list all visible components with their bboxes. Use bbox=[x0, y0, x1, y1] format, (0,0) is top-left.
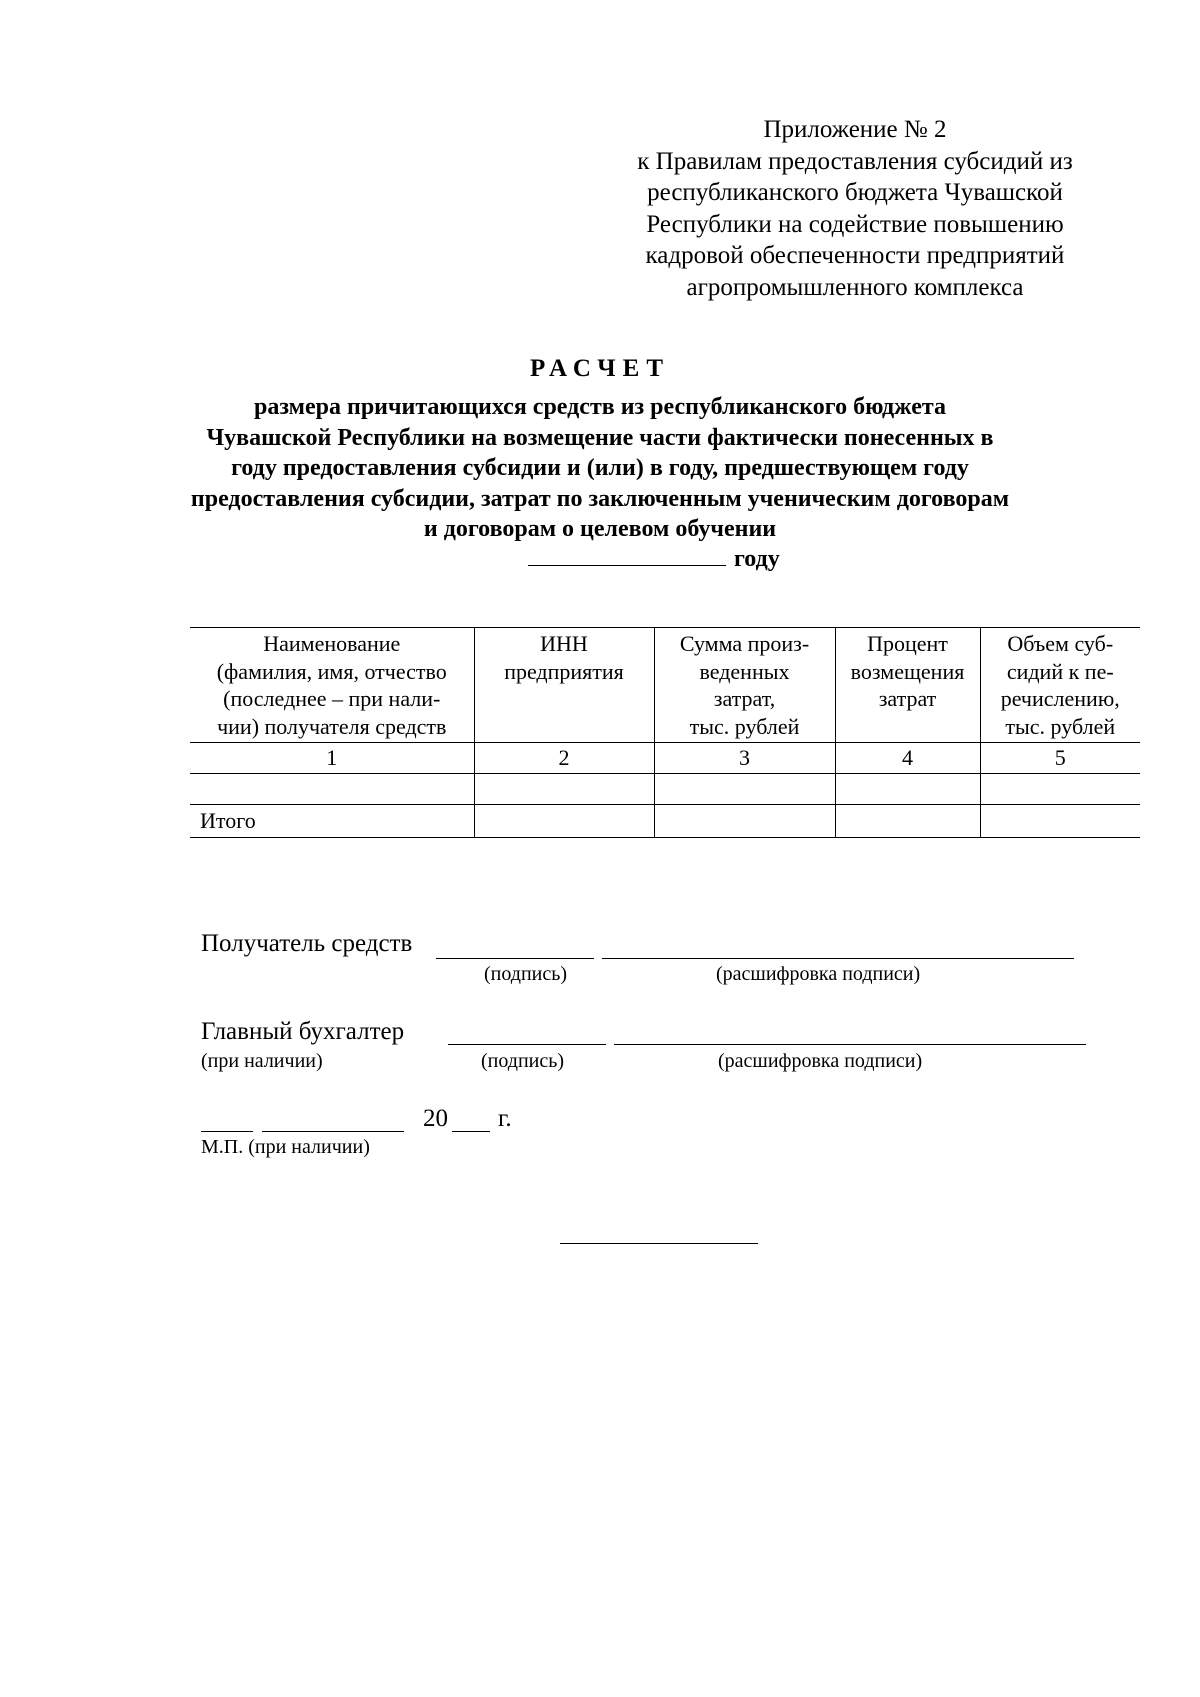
appendix-line: агропромышленного комплекса bbox=[686, 273, 1024, 301]
table-cell[interactable] bbox=[654, 774, 835, 805]
table-cell[interactable] bbox=[474, 774, 654, 805]
table-cell[interactable] bbox=[980, 774, 1140, 805]
header-inn: ИНН предприятия bbox=[474, 628, 654, 743]
date-suffix: г. bbox=[498, 1105, 512, 1132]
recipient-decoding-line[interactable] bbox=[602, 958, 1074, 959]
table-row bbox=[190, 774, 1140, 805]
date-year-prefix: 20 bbox=[423, 1105, 448, 1132]
header-reimbursement-percent: Процент возмещения затрат bbox=[835, 628, 980, 743]
table-cell[interactable] bbox=[474, 805, 654, 838]
date-month-line[interactable] bbox=[262, 1131, 404, 1132]
appendix-line: кадровой обеспеченности предприятий bbox=[645, 242, 1065, 269]
total-row bbox=[190, 805, 1140, 838]
signature-caption: (подпись) bbox=[484, 963, 568, 985]
table-cell[interactable] bbox=[980, 805, 1140, 838]
stamp-note: М.П. (при наличии) bbox=[201, 1136, 370, 1158]
total-label: Итого bbox=[190, 805, 474, 838]
table-cell[interactable] bbox=[835, 805, 980, 838]
appendix-line: республиканского бюджета Чувашской bbox=[647, 179, 1063, 206]
table-cell[interactable] bbox=[654, 805, 835, 838]
decoding-caption: (расшифровка подписи) bbox=[718, 1050, 923, 1072]
date-year-line[interactable] bbox=[452, 1131, 490, 1132]
accountant-label: Главный бухгалтер bbox=[201, 1018, 405, 1045]
year-blank-field[interactable] bbox=[528, 543, 726, 566]
decoding-caption: (расшифровка подписи) bbox=[716, 963, 921, 985]
accountant-signature-line[interactable] bbox=[448, 1044, 606, 1045]
date-day-line[interactable] bbox=[201, 1131, 253, 1132]
accountant-note: (при наличии) bbox=[201, 1050, 323, 1072]
column-number: 5 bbox=[980, 743, 1140, 774]
year-suffix: году bbox=[734, 546, 780, 572]
appendix-line: Республики на содействие повышению bbox=[646, 210, 1064, 238]
subtitle-line: году предоставления субсидии и (или) в году, предшествующем году bbox=[231, 455, 969, 481]
year-line bbox=[528, 543, 780, 573]
calculation-table bbox=[190, 627, 1140, 838]
document-title: РАСЧЕТ bbox=[529, 355, 670, 382]
column-number: 3 bbox=[654, 743, 835, 774]
table-cell[interactable] bbox=[190, 774, 474, 805]
column-number: 1 bbox=[190, 743, 474, 774]
header-expenses-sum: Сумма произ- веденных затрат, тыс. рублей bbox=[654, 628, 835, 743]
table-header-row bbox=[190, 628, 1140, 743]
appendix-header bbox=[600, 114, 1110, 303]
recipient-label: Получатель средств bbox=[201, 930, 413, 957]
column-number-row bbox=[190, 743, 1140, 774]
header-subsidy-amount: Объем суб- сидий к пе- речислению, тыс. рублей bbox=[980, 628, 1140, 743]
table-cell[interactable] bbox=[835, 774, 980, 805]
subtitle-line: предоставления субсидии, затрат по заключенным ученическим договорам bbox=[190, 485, 1010, 512]
document-subtitle bbox=[160, 392, 1040, 545]
header-recipient-name: Наименование (фамилия, имя, отчество (последнее – при нали- чии) получателя средств bbox=[190, 628, 474, 743]
recipient-signature-line[interactable] bbox=[436, 958, 594, 959]
subtitle-line: и договорам о целевом обучении bbox=[423, 516, 777, 542]
appendix-line: к Правилам предоставления субсидий из bbox=[637, 147, 1073, 175]
signature-caption: (подпись) bbox=[481, 1050, 565, 1072]
appendix-line: Приложение № 2 bbox=[763, 116, 947, 143]
accountant-decoding-line[interactable] bbox=[614, 1044, 1086, 1045]
column-number: 2 bbox=[474, 743, 654, 774]
subtitle-line: Чувашской Республики на возмещение части фактически понесенных в bbox=[206, 424, 994, 451]
closing-separator bbox=[560, 1243, 758, 1244]
subtitle-line: размера причитающихся средств из республиканского бюджета bbox=[253, 394, 946, 420]
column-number: 4 bbox=[835, 743, 980, 774]
